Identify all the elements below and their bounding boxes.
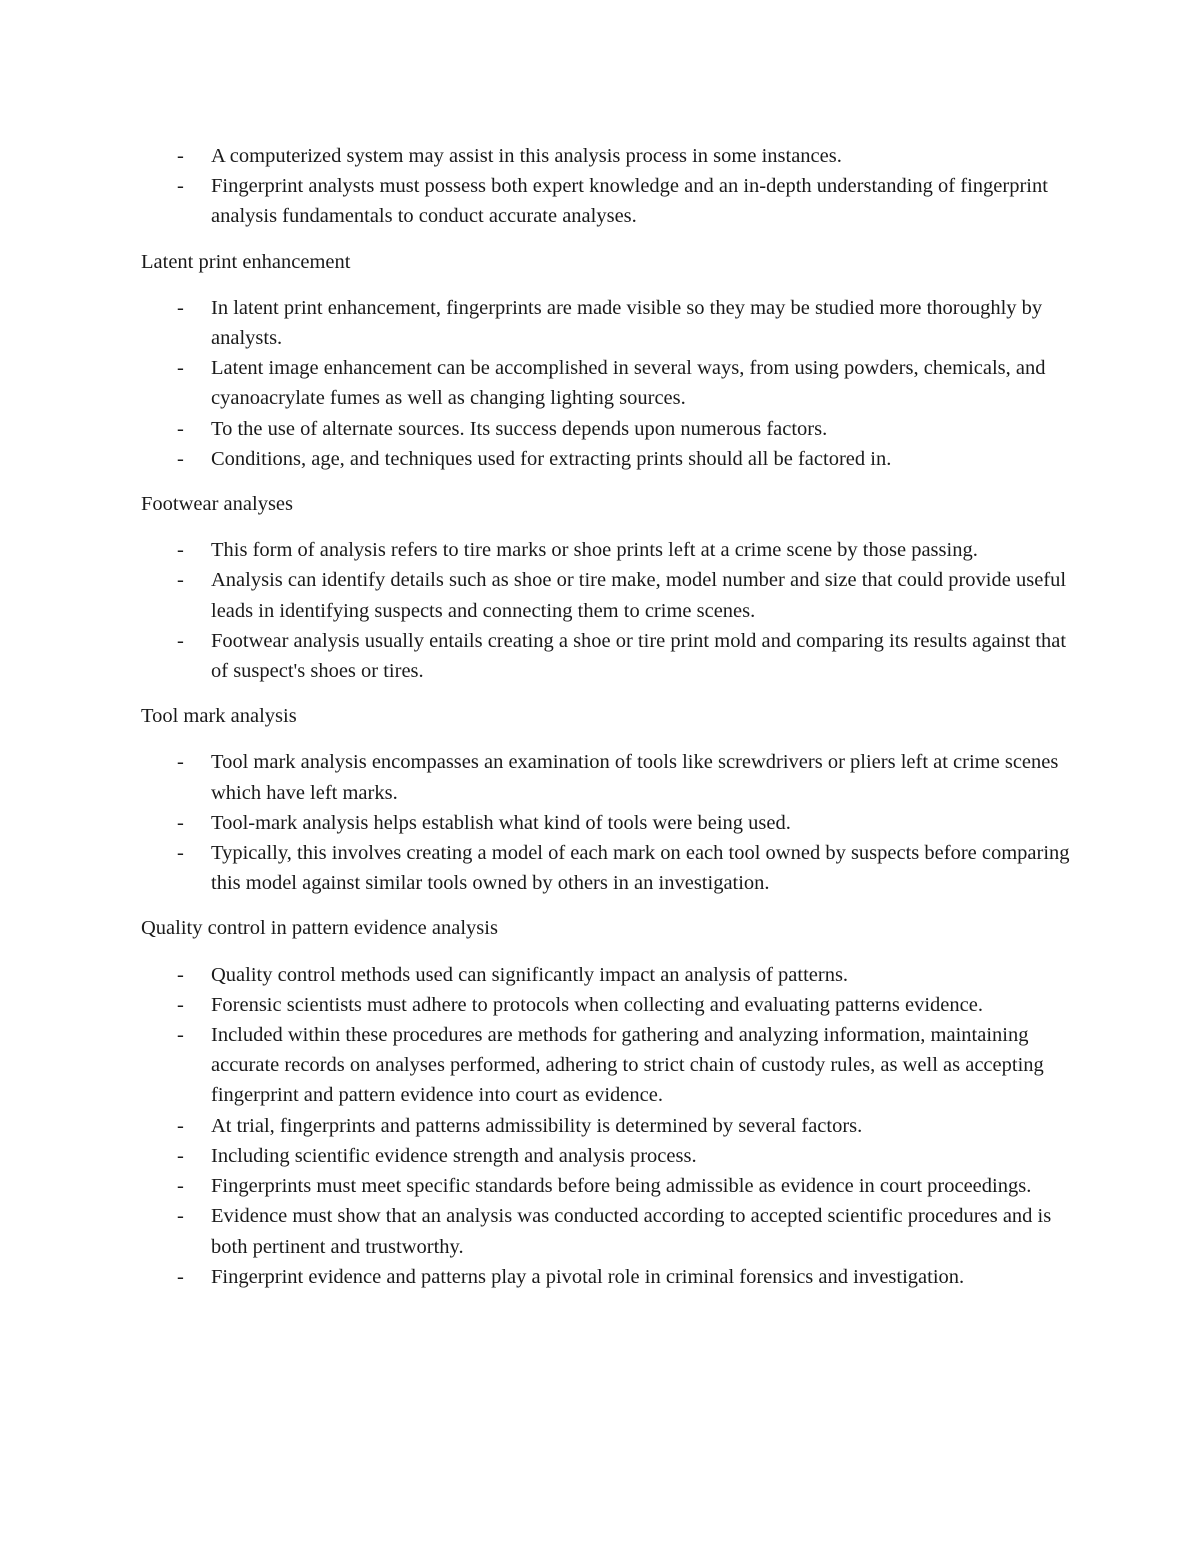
section-heading-quality-control: Quality control in pattern evidence analysis (141, 917, 498, 940)
bullet-dash: - (177, 842, 184, 865)
list-item (141, 353, 1071, 413)
list-item (141, 1020, 1071, 1111)
bullet-dash: - (177, 1114, 184, 1137)
bullet-dash: - (177, 417, 184, 440)
document-body (141, 141, 1071, 1292)
bullet-dash: - (177, 539, 184, 562)
bullet-text: Conditions, age, and techniques used for extracting prints should all be factored in. (211, 447, 892, 470)
bullet-dash: - (177, 1265, 184, 1288)
section-heading-footwear-analyses: Footwear analyses (141, 493, 293, 516)
bullet-dash: - (177, 1024, 184, 1047)
list-item (141, 535, 1071, 565)
bullet-text: Fingerprint analysts must possess both expert knowledge and an in-depth understanding of fingerprint analysis fundamentals to conduct accurate analyses. (211, 175, 1048, 228)
bullet-text: Latent image enhancement can be accomplished in several ways, from using powders, chemicals, and cyanoacrylate fumes as well as changing lighting sources. (211, 357, 1046, 410)
section-heading-latent-print-enhancement: Latent print enhancement (141, 250, 351, 273)
bullet-dash: - (177, 296, 184, 319)
bullet-text: Fingerprint evidence and patterns play a pivotal role in criminal forensics and investigation. (211, 1265, 965, 1288)
bullet-dash: - (177, 569, 184, 592)
bullet-dash: - (177, 751, 184, 774)
list-item (141, 838, 1071, 898)
bullet-text: Typically, this involves creating a model of each mark on each tool owned by suspects before comparing this model against similar tools owned by others in an investigation. (211, 842, 1070, 895)
list-item (141, 1111, 1071, 1141)
list-item (141, 1262, 1071, 1292)
bullet-dash: - (177, 963, 184, 986)
bullet-dash: - (177, 357, 184, 380)
bullet-text: A computerized system may assist in this analysis process in some instances. (211, 145, 842, 167)
list-item (141, 1171, 1071, 1201)
latent-print-bullet-list (141, 293, 1071, 474)
bullet-text: Tool mark analysis encompasses an examination of tools like screwdrivers or pliers left at crime scenes which have left marks. (211, 751, 1059, 804)
list-item (141, 960, 1071, 990)
quality-control-bullet-list (141, 960, 1071, 1292)
bullet-text: Fingerprints must meet specific standards before being admissible as evidence in court proceedings. (211, 1175, 1032, 1198)
intro-bullet-list (141, 141, 1071, 232)
footwear-bullet-list (141, 535, 1071, 686)
list-item (141, 565, 1071, 625)
bullet-text: Evidence must show that an analysis was conducted according to accepted scientific procedures and is both pertinent and trustworthy. (211, 1205, 1052, 1258)
bullet-dash: - (177, 629, 184, 652)
bullet-dash: - (177, 1175, 184, 1198)
list-item (141, 808, 1071, 838)
list-item (141, 171, 1071, 231)
bullet-text: Quality control methods used can significantly impact an analysis of patterns. (211, 963, 849, 986)
bullet-text: Footwear analysis usually entails creating a shoe or tire print mold and comparing its results against that of suspect's shoes or tires. (211, 629, 1067, 683)
list-item (141, 747, 1071, 807)
bullet-dash: - (177, 447, 184, 470)
bullet-text: Included within these procedures are methods for gathering and analyzing information, maintaining accurate records on analyses performed, adhering to strict chain of custody rules, as well as accepting fingerprint and pattern evidence into court as evidence. (211, 1024, 1044, 1107)
bullet-dash: - (177, 811, 184, 834)
section-heading-tool-mark-analysis: Tool mark analysis (141, 705, 297, 728)
list-item (141, 293, 1071, 353)
list-item (141, 626, 1071, 686)
list-item (141, 444, 1071, 474)
list-item (141, 414, 1071, 444)
bullet-text: To the use of alternate sources. Its success depends upon numerous factors. (211, 417, 828, 440)
bullet-text: Tool-mark analysis helps establish what kind of tools were being used. (211, 811, 791, 834)
bullet-text: Analysis can identify details such as shoe or tire make, model number and size that could provide useful leads in identifying suspects and connecting them to crime scenes. (211, 569, 1067, 622)
bullet-dash: - (177, 1205, 184, 1228)
tool-mark-bullet-list (141, 747, 1071, 898)
bullet-text: At trial, fingerprints and patterns admissibility is determined by several factors. (211, 1114, 863, 1137)
bullet-dash: - (177, 993, 184, 1016)
bullet-text: In latent print enhancement, fingerprints are made visible so they may be studied more thoroughly by analysts. (211, 296, 1043, 350)
list-item (141, 141, 1071, 171)
list-item (141, 1201, 1071, 1261)
list-item (141, 990, 1071, 1020)
bullet-text: Including scientific evidence strength and analysis process. (211, 1144, 697, 1167)
bullet-text: Forensic scientists must adhere to protocols when collecting and evaluating patterns evidence. (211, 993, 983, 1016)
bullet-text: This form of analysis refers to tire marks or shoe prints left at a crime scene by those passing. (211, 539, 978, 562)
bullet-dash: - (177, 145, 184, 167)
bullet-dash: - (177, 175, 184, 198)
list-item (141, 1141, 1071, 1171)
bullet-dash: - (177, 1144, 184, 1167)
